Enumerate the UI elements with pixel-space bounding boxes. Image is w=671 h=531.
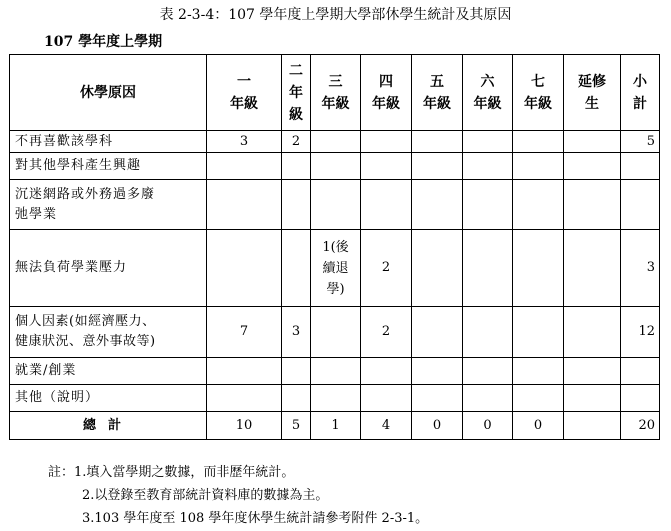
cell-grade-6 [463,153,513,180]
cell-grade-2 [282,385,311,412]
cell-extended [564,385,621,412]
cell-grade-2 [282,230,311,307]
cell-grade-3 [311,385,361,412]
table-row [10,358,660,385]
table-notes [48,461,428,530]
cell-grade-7 [513,131,564,153]
cell-grade-7 [513,230,564,307]
header-grade-5 [412,55,463,131]
cell-subtotal [621,385,660,412]
cell-extended [564,230,621,307]
cell-grade-4 [361,131,412,153]
cell-grade-4: 2 [361,307,412,358]
header-grade-3 [311,55,361,131]
total-grade-5: 0 [412,412,463,440]
cell-grade-7 [513,358,564,385]
header-grade-1 [207,55,282,131]
cell-grade-1 [207,180,282,230]
dropout-statistics-table [9,54,660,440]
note-1: 註：1.填入當學期之數據，而非歷年統計。 [48,465,295,480]
total-grade-1: 10 [207,412,282,440]
cell-grade-4: 2 [361,230,412,307]
row-reason-text: 沉迷網路或外務過多廢 弛學業 [15,186,156,222]
cell-grade-2 [282,358,311,385]
cell-grade-3 [311,307,361,358]
row-reason [10,307,207,358]
total-extended [564,412,621,440]
cell-grade-5 [412,385,463,412]
header-row [10,55,660,131]
cell-grade-1: 3 [207,131,282,153]
total-label: 總計 [10,412,207,440]
row-reason: 就業/創業 [10,358,207,385]
cell-extended [564,131,621,153]
row-reason-text: 個人因素(如經濟壓力、 健康狀況、意外事故等) [15,314,156,349]
table-row [10,230,660,307]
cell-grade-6 [463,230,513,307]
header-grade-6-label: 六 年級 [473,73,502,112]
cell-grade-4 [361,153,412,180]
total-subtotal: 20 [621,412,660,440]
cell-grade-2: 3 [282,307,311,358]
total-grade-4: 4 [361,412,412,440]
cell-subtotal: 12 [621,307,660,358]
cell-grade-1 [207,153,282,180]
row-reason: 對其他學科產生興趣 [10,153,207,180]
cell-grade-3-text: 1(後 續退 學) [322,239,349,297]
header-reason: 休學原因 [10,55,207,131]
cell-grade-4 [361,385,412,412]
cell-grade-6 [463,131,513,153]
semester-subtitle: 107 學年度上學期 [44,34,163,50]
cell-grade-3 [311,180,361,230]
header-grade-5-label: 五 年級 [423,73,451,112]
cell-grade-3 [311,230,361,307]
cell-subtotal: 5 [621,131,660,153]
cell-subtotal [621,180,660,230]
table-row [10,131,660,153]
cell-grade-5 [412,230,463,307]
header-grade-3-label: 三 年級 [321,73,350,112]
cell-grade-5 [412,358,463,385]
total-grade-2: 5 [282,412,311,440]
row-reason: 無法負荷學業壓力 [10,230,207,307]
header-extended-label: 延修 生 [578,73,606,112]
cell-extended [564,358,621,385]
cell-grade-5 [412,131,463,153]
cell-grade-1 [207,385,282,412]
row-reason: 不再喜歡該學科 [10,131,207,153]
cell-extended [564,153,621,180]
cell-grade-5 [412,153,463,180]
cell-grade-3 [311,131,361,153]
header-extended [564,55,621,131]
table-row [10,385,660,412]
row-reason: 其他（說明） [10,385,207,412]
cell-grade-7 [513,153,564,180]
table-row [10,153,660,180]
cell-grade-4 [361,180,412,230]
cell-subtotal [621,153,660,180]
cell-extended [564,307,621,358]
header-grade-6 [463,55,513,131]
header-grade-4 [361,55,412,131]
cell-grade-7 [513,385,564,412]
cell-grade-1 [207,230,282,307]
cell-grade-4 [361,358,412,385]
cell-grade-6 [463,358,513,385]
cell-extended [564,180,621,230]
cell-subtotal [621,358,660,385]
cell-grade-5 [412,307,463,358]
total-grade-7: 0 [513,412,564,440]
cell-grade-7 [513,307,564,358]
header-grade-7 [513,55,564,131]
cell-grade-2: 2 [282,131,311,153]
cell-grade-7 [513,180,564,230]
cell-grade-6 [463,385,513,412]
table-row [10,307,660,358]
cell-grade-6 [463,307,513,358]
table-caption: 表 2-3-4：107 學年度上學期大學部休學生統計及其原因 [159,7,512,23]
total-row [10,412,660,440]
cell-grade-2 [282,153,311,180]
header-grade-1-label: 一 年級 [230,73,258,112]
header-grade-2 [282,55,311,131]
header-grade-2-label: 二 年 級 [289,62,303,123]
cell-grade-6 [463,180,513,230]
total-grade-6: 0 [463,412,513,440]
header-subtotal [621,55,660,131]
total-grade-3: 1 [311,412,361,440]
header-grade-4-label: 四 年級 [372,73,400,112]
cell-subtotal: 3 [621,230,660,307]
row-reason [10,180,207,230]
cell-grade-1: 7 [207,307,282,358]
table-row [10,180,660,230]
cell-grade-3 [311,153,361,180]
cell-grade-1 [207,358,282,385]
cell-grade-5 [412,180,463,230]
cell-grade-2 [282,180,311,230]
note-2: 2.以登錄至教育部統計資料庫的數據為主。 [82,488,329,503]
cell-grade-3 [311,358,361,385]
header-subtotal-label: 小 計 [633,73,647,112]
header-grade-7-label: 七 年級 [524,73,552,112]
note-3: 3.103 學年度至 108 學年度休學生統計請參考附件 2-3-1。 [82,511,429,526]
